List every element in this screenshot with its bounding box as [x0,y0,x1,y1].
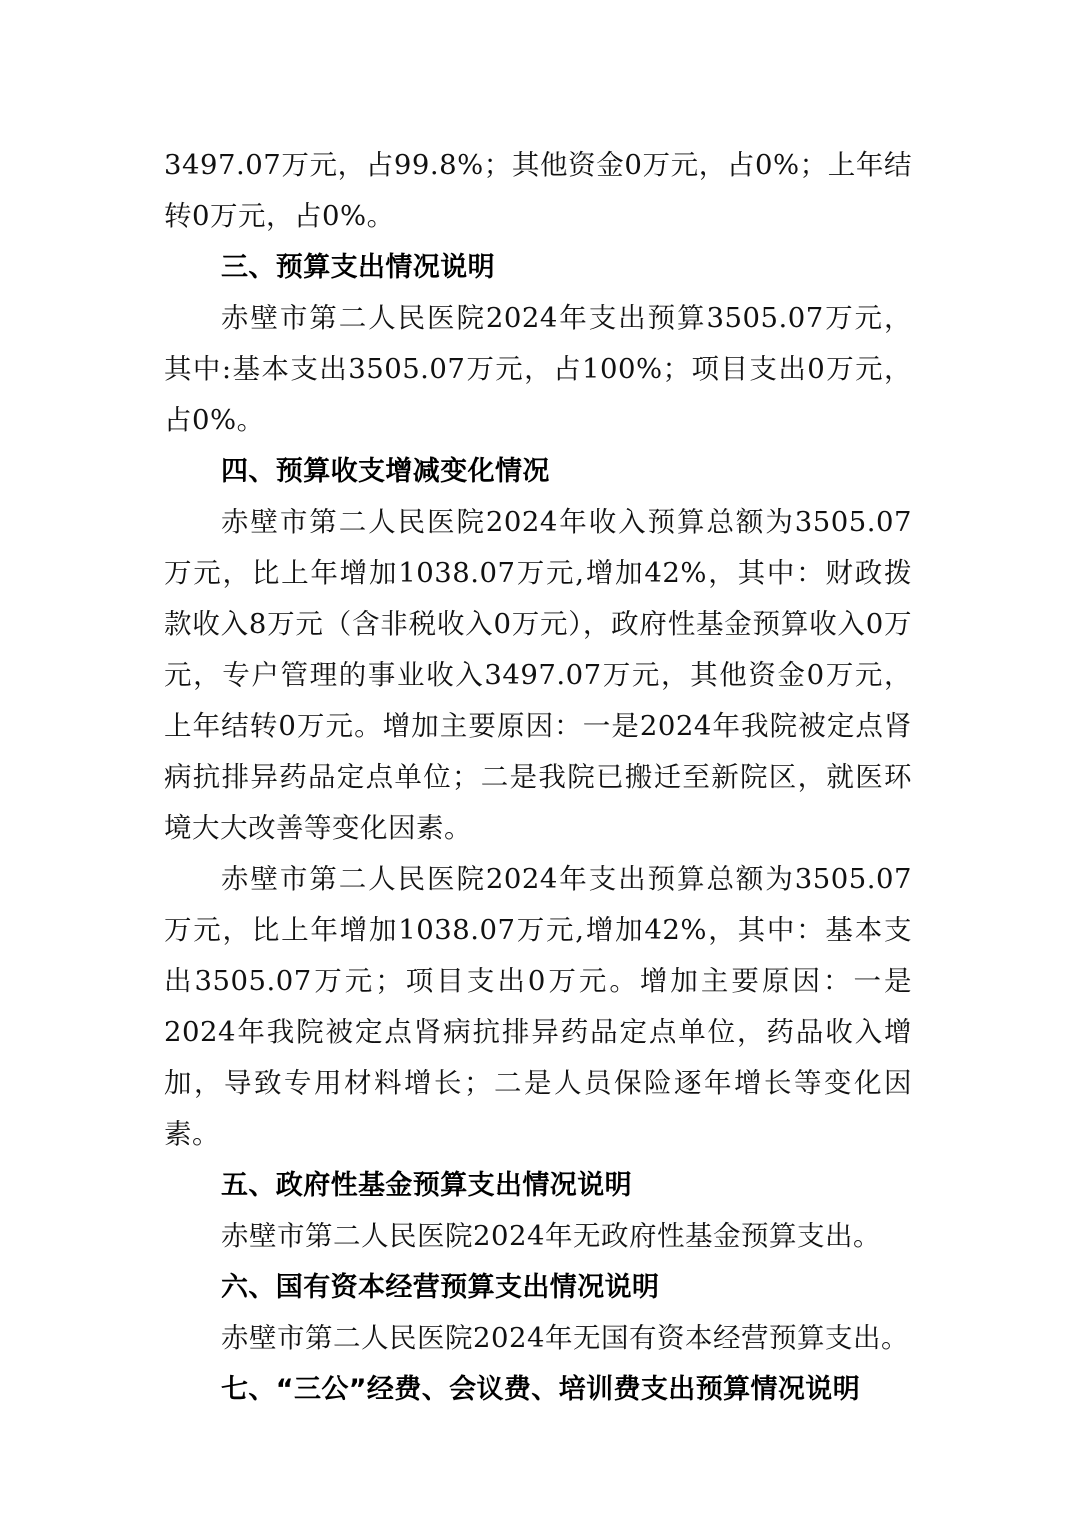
section-heading-4: 四、预算收支增减变化情况 [221,456,550,487]
document-body [164,140,912,1415]
paragraph-expenditure-budget: 赤壁市第二人民医院2024年支出预算3505.07万元，其中:基本支出3505.07万元，占100%；项目支出0万元，占0%。 [164,302,912,436]
section-heading-3: 三、预算支出情况说明 [221,252,495,283]
paragraph-continued: 3497.07万元，占99.8%；其他资金0万元，占0%；上年结转0万元，占0%。 [164,149,912,232]
paragraph-state-capital: 赤壁市第二人民医院2024年无国有资本经营预算支出。 [221,1322,909,1354]
section-heading-7: 七、“三公”经费、会议费、培训费支出预算情况说明 [221,1374,861,1405]
section-heading-6: 六、国有资本经营预算支出情况说明 [221,1272,660,1303]
paragraph-expenditure-change: 赤壁市第二人民医院2024年支出预算总额为3505.07万元，比上年增加1038.07万元,增加42%，其中：基本支出3505.07万元；项目支出0万元。增加主要原因：一是2024年我院被定点肾病抗排异药品定点单位，药品收入增加，导致专用材料增长；二是人员保险逐年增长等变化因素。 [164,863,912,1150]
paragraph-income-change: 赤壁市第二人民医院2024年收入预算总额为3505.07万元，比上年增加1038.07万元,增加42%，其中：财政拨款收入8万元（含非税收入0万元），政府性基金预算收入0万元，专户管理的事业收入3497.07万元，其他资金0万元，上年结转0万元。增加主要原因：一是2024年我院被定点肾病抗排异药品定点单位；二是我院已搬迁至新院区，就医环境大大改善等变化因素。 [164,506,912,844]
paragraph-government-fund: 赤壁市第二人民医院2024年无政府性基金预算支出。 [221,1220,881,1252]
section-heading-5: 五、政府性基金预算支出情况说明 [221,1170,632,1201]
